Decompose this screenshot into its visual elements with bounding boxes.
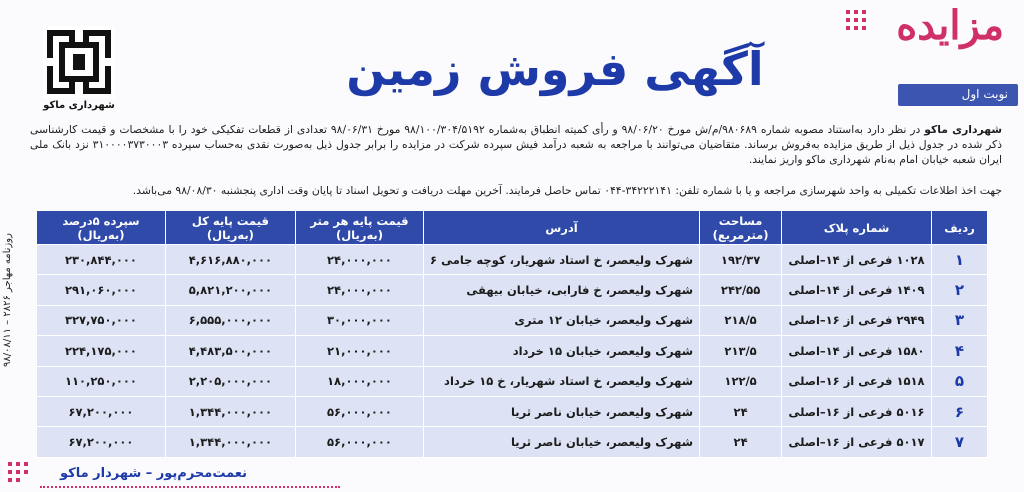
deposit-cell: ۲۹۱,۰۶۰,۰۰۰ [37,275,166,305]
plot-number-cell: ۲۹۴۹ فرعی از ۱۶–اصلی [782,305,932,335]
row-number-cell: ۷ [931,427,987,457]
total-price-cell: ۶,۵۵۵,۰۰۰,۰۰۰ [165,305,295,335]
area-cell: ۱۲۲/۵ [700,366,782,396]
address-cell: شهرک ولیعصر، خ فارابی، خیابان بیهقی [424,275,700,305]
signature: نعمت‌محرم‌پور – شهردار ماکو [60,466,248,481]
price-per-meter-cell: ۱۸,۰۰۰,۰۰۰ [295,366,423,396]
plot-number-cell: ۵۰۱۷ فرعی از ۱۶–اصلی [782,427,932,457]
page-title: آگهی فروش زمین [346,42,764,96]
table-row [37,366,988,396]
table-row [37,427,988,457]
logo-emblem-icon [43,26,115,98]
total-price-cell: ۵,۸۲۱,۲۰۰,۰۰۰ [165,275,295,305]
row-number-cell: ۶ [931,396,987,426]
area-cell: ۲۱۸/۵ [700,305,782,335]
address-cell: شهرک ولیعصر، خیابان ۱۵ خرداد [424,336,700,366]
price-per-meter-cell: ۲۴,۰۰۰,۰۰۰ [295,245,423,275]
row-number-cell: ۳ [931,305,987,335]
total-price-cell: ۴,۶۱۶,۸۸۰,۰۰۰ [165,245,295,275]
newspaper-date-label: روزنامه مهاجر ۲۸۲۶ – ۹۸/۰۸/۱۱ [2,233,13,367]
header-plot-number: شماره پلاک [782,211,932,245]
area-cell: ۲۴ [700,427,782,457]
deposit-cell: ۶۷,۲۰۰,۰۰۰ [37,427,166,457]
deposit-cell: ۱۱۰,۲۵۰,۰۰۰ [37,366,166,396]
plot-number-cell: ۱۵۸۰ فرعی از ۱۴–اصلی [782,336,932,366]
decorative-dots-icon [6,458,40,488]
price-per-meter-cell: ۲۱,۰۰۰,۰۰۰ [295,336,423,366]
header-address: آدرس [424,211,700,245]
announcement-body [30,122,1002,167]
header-row-number: ردیف [931,211,987,245]
area-cell: ۲۴۲/۵۵ [700,275,782,305]
plot-number-cell: ۵۰۱۶ فرعی از ۱۶–اصلی [782,396,932,426]
total-price-cell: ۱,۳۴۴,۰۰۰,۰۰۰ [165,396,295,426]
plot-number-cell: ۱۰۲۸ فرعی از ۱۴–اصلی [782,245,932,275]
price-per-meter-cell: ۵۶,۰۰۰,۰۰۰ [295,427,423,457]
notice-badge: نوبت اول [898,84,1018,106]
address-cell: شهرک ولیعصر، خیابان ناصر ثریا [424,396,700,426]
area-cell: ۲۱۳/۵ [700,336,782,366]
table-row [37,275,988,305]
contact-line: جهت اخذ اطلاعات تکمیلی به واحد شهرسازی مراجعه و یا با شماره تلفن: ۳۴۲۲۲۱۴۱-۰۴۴ تماس حاصل فرمایند. آخرین مهلت دریافت و تحویل اسناد تا پایان وقت اداری پنجشنبه ۹۸/۰۸/۳۰ می‌باشد. [132,184,1002,197]
header-area: مساحت (مترمربع) [700,211,782,245]
total-price-cell: ۴,۴۸۳,۵۰۰,۰۰۰ [165,336,295,366]
decorative-dots-icon [844,8,874,38]
header-deposit: سپرده ۵درصد (به‌ریال) [37,211,166,245]
auction-stamp: مزایده [896,2,1004,49]
area-cell: ۲۴ [700,396,782,426]
header-total-price: قیمت پایه کل (به‌ریال) [165,211,295,245]
plot-number-cell: ۱۵۱۸ فرعی از ۱۶–اصلی [782,366,932,396]
address-cell: شهرک ولیعصر، خیابان ناصر ثریا [424,427,700,457]
header-price-per-meter: قیمت پایه هر متر (به‌ریال) [295,211,423,245]
deposit-cell: ۲۲۴,۱۷۵,۰۰۰ [37,336,166,366]
row-number-cell: ۲ [931,275,987,305]
table-row [37,396,988,426]
table-row [37,245,988,275]
address-cell: شهرک ولیعصر، خ استاد شهریار، خ ۱۵ خرداد [424,366,700,396]
logo-caption: شهرداری ماکو [43,100,115,111]
deposit-cell: ۶۷,۲۰۰,۰۰۰ [37,396,166,426]
table-header-row [37,211,988,245]
deposit-cell: ۲۳۰,۸۴۴,۰۰۰ [37,245,166,275]
price-per-meter-cell: ۳۰,۰۰۰,۰۰۰ [295,305,423,335]
land-parcels-table [36,210,988,458]
row-number-cell: ۱ [931,245,987,275]
table-row [37,336,988,366]
price-per-meter-cell: ۵۶,۰۰۰,۰۰۰ [295,396,423,426]
table-row [37,305,988,335]
signature-divider [40,486,340,488]
announcement-paragraph: در نظر دارد به‌استناد مصوبه شماره ۹۸۰۶۸۹/م/ش مورخ ۹۸/۰۶/۲۰ و رأی کمیته انطباق به‌شماره ۹۸/۱۰۰/۳۰۴/۵۱۹۲ مورخ ۹۸/۰۶/۳۱ تعدادی از قطعات تفکیکی خود را با مشخصات و قیمت کارشناسی ذکر شده در جدول ذیل از طریق مزایده به‌فروش برساند. متقاضیان می‌توانند با مراجعه به شعبه درآمد فیش سپرده شرکت در مزایده را برابر جدول ذیل به‌صورت نقدی به‌حساب سپرده ۳۱۰۰۰۰۳۷۳۰۰۰۳ نزد بانک ملی ایران شعبه خیابان امام به‌نام شهرداری ماکو واریز نمایند. [30,123,1002,166]
deposit-cell: ۳۲۷,۷۵۰,۰۰۰ [37,305,166,335]
plot-number-cell: ۱۴۰۹ فرعی از ۱۴–اصلی [782,275,932,305]
address-cell: شهرک ولیعصر، خیابان ۱۲ متری [424,305,700,335]
row-number-cell: ۴ [931,336,987,366]
area-cell: ۱۹۲/۳۷ [700,245,782,275]
row-number-cell: ۵ [931,366,987,396]
municipality-logo [38,26,120,126]
total-price-cell: ۲,۲۰۵,۰۰۰,۰۰۰ [165,366,295,396]
address-cell: شهرک ولیعصر، خ استاد شهریار، کوچه جامی ۶ [424,245,700,275]
total-price-cell: ۱,۳۴۴,۰۰۰,۰۰۰ [165,427,295,457]
organization-name: شهرداری ماکو [924,123,1002,136]
price-per-meter-cell: ۲۴,۰۰۰,۰۰۰ [295,275,423,305]
